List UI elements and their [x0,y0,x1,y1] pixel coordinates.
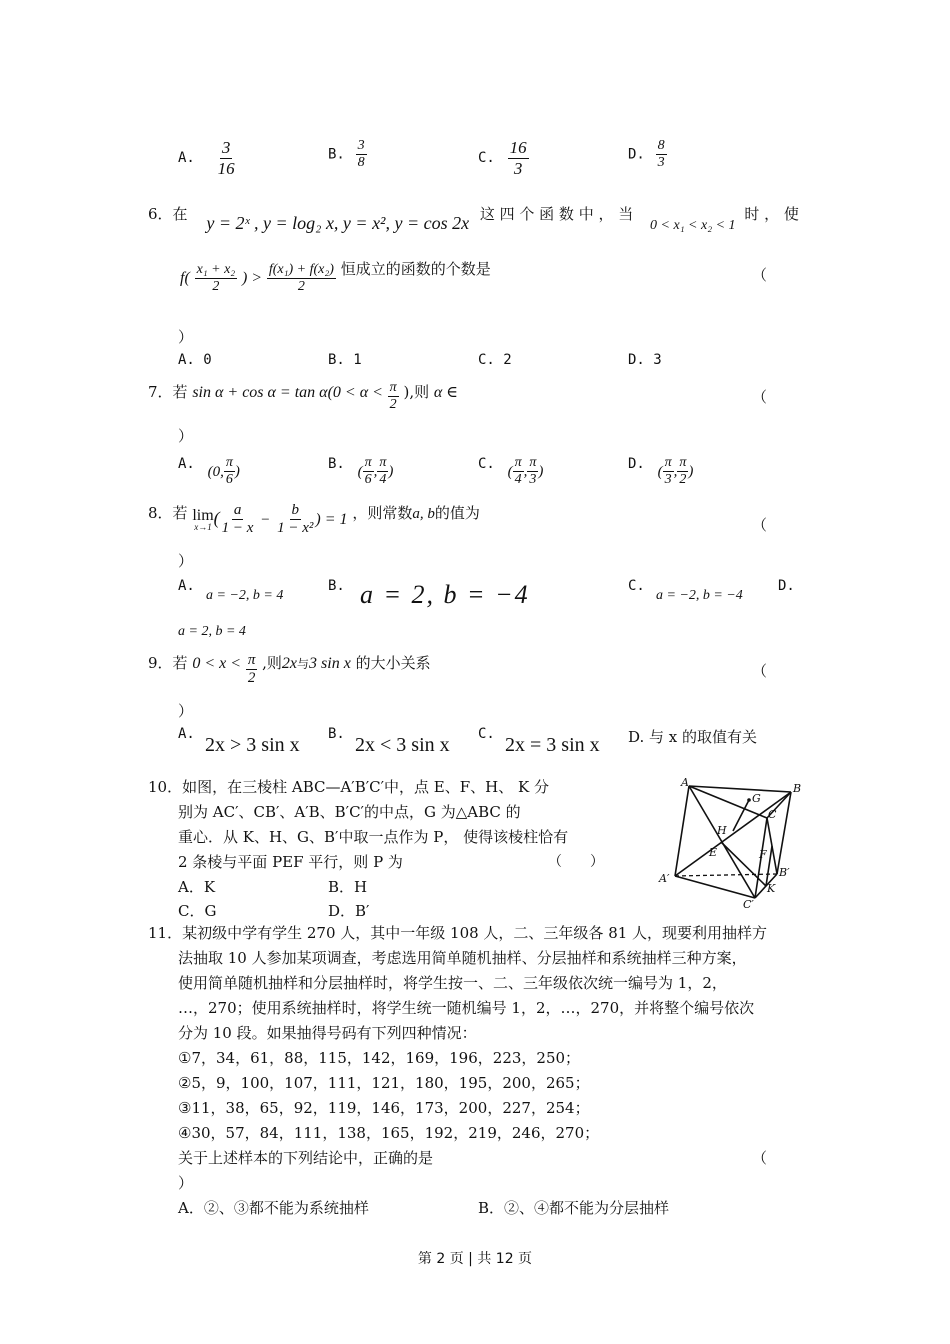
q8-value-of: 的值为 [434,503,480,522]
paren: (0, [207,463,224,480]
label-b: B [793,782,802,795]
q10-option-a: A．K [178,878,216,896]
paren: ) [688,463,694,480]
label-a1: A′ [659,872,670,885]
q8-paren-open: （ [752,516,768,534]
q11-line3: 使用简单随机抽样和分层抽样时，将学生按一、二、三年级依次统一编号为 1，2， [178,974,727,992]
edge-aa1 [675,786,689,876]
q9-option-a-label: A. [178,726,195,742]
denominator: 6 [225,472,233,488]
numerator: π [388,380,399,397]
q11-option-a: A．②、③都不能为系统抽样 [178,1199,369,1217]
q10-option-b: B．H [328,878,368,896]
comma: , [523,463,528,480]
numerator: π [527,455,538,472]
fraction [388,380,399,413]
q7-option-b [328,455,393,488]
edge-a1c1 [675,876,755,898]
denominator: 3 [513,158,523,178]
q9-relation: 的大小关系 [355,653,431,672]
numerator: 16 [509,138,527,157]
option-label: A. [178,455,195,472]
q7-in: α ∈ [433,383,459,401]
numerator: π [224,455,235,472]
denominator: 3 [657,155,665,171]
q6-paren-close: ） [178,328,194,346]
numerator: π [377,455,388,472]
comma: , [673,463,678,480]
denominator: 2 [679,472,687,488]
numerator: π [663,455,674,472]
q9-then: ,则 [262,653,282,672]
label-b1: B′ [779,866,790,879]
q5-option-a [178,138,237,178]
q6-paren-open: （ [752,266,768,284]
q9-number: 9．若 [148,653,188,672]
q6-f: f( [180,269,190,287]
q11-sample-1: ①7，34，61，88，115，142，169，196，223，250； [178,1049,581,1067]
q7-expression: sin α + cos α = tan α(0 < α < [192,383,383,401]
q7-paren-open: （ [752,388,768,406]
denominator: 16 [217,158,235,178]
denominator: 3 [529,472,537,488]
q7-number: 7．若 [148,382,188,401]
fraction [246,652,258,688]
fraction [267,262,336,295]
numerator: π [513,455,524,472]
label-f: F [759,848,767,861]
fraction [527,455,538,488]
numerator: π [677,455,688,472]
q7-then: ),则 [403,382,430,401]
q5-option-b [328,138,367,171]
paren: ( [357,463,363,480]
q9-option-b: 2x < 3 sin x [355,734,450,756]
q9-condition: 0 < x < [192,654,242,672]
q11-paren-open: （ [752,1149,768,1167]
q6-option-c: C. 2 [478,352,512,368]
denominator: 6 [364,472,372,488]
numerator: x₁ + x₂ [195,262,238,279]
denominator: 2 [212,279,220,295]
q11-line4: …，270；使用系统抽样时，将学生统一随机编号 1，2，…，270，并将整个编号依次 [178,999,755,1017]
q9-stem [148,652,431,688]
denominator: 8 [357,155,365,171]
q9-expr1: 2x [281,654,297,672]
paren: ( [657,463,663,480]
q11-line1: 11．某初级中学有学生 270 人，其中一年级 108 人，二、三年级各 81 人，现要利用抽样方 [148,924,768,942]
q8-then: ，则常数 [352,503,413,522]
option-label: C. [478,455,495,472]
q8-stem [148,502,480,538]
denominator: 4 [514,472,522,488]
q6-gt: ) > [241,269,263,287]
fraction [363,455,374,488]
paren: ) [234,463,240,480]
option-label: D. [628,146,645,163]
numerator: 8 [656,138,667,155]
numerator: a [232,502,244,520]
denominator: 4 [379,472,387,488]
q8-option-c: a = −2, b = −4 [656,588,743,603]
fraction [216,138,237,178]
fraction [275,502,315,538]
q7-paren-close: ） [178,427,194,445]
minus: − [260,511,271,528]
numerator: π [363,455,374,472]
comma: , [373,463,378,480]
q8-option-b-label: B. [328,578,345,594]
numerator: π [246,652,258,670]
q11-line5: 分为 10 段。如果抽得号码有下列四种情况： [178,1024,477,1042]
option-label: B. [328,455,345,472]
option-label: D. [628,455,645,472]
q9-paren-open: （ [752,662,768,680]
denominator: 2 [247,670,256,687]
label-h: H [717,824,727,837]
q8-option-a: a = −2, b = 4 [206,588,284,603]
q8-option-d-label: D. [778,578,795,594]
q8-ab: a, b [412,505,435,522]
lim-text: lim [192,507,214,525]
q7-option-a [178,455,240,488]
numerator: 3 [356,138,367,155]
paren: ( [507,463,513,480]
fraction [220,502,256,538]
q8-limit [192,507,213,532]
page-footer: 第 2 页 | 共 12 页 [417,1251,533,1267]
q6-stem-line1 [148,203,799,233]
fraction [356,138,367,171]
label-k: K [767,882,776,895]
edge-a1b1 [675,874,777,876]
open-paren: ( [213,507,220,528]
fraction [508,138,529,178]
paren: ) [538,463,544,480]
fraction [224,455,235,488]
denominator: 1 − x [221,520,254,537]
q9-paren-close: ） [178,702,194,720]
numerator: 3 [221,138,231,157]
close-eq: ) = 1 [315,510,348,528]
q9-expr2: 3 sin x [309,654,351,672]
fraction [513,455,524,488]
lim-subscript: x→1 [194,522,212,533]
q9-option-c-label: C. [478,726,495,742]
q7-option-d [628,455,693,488]
option-label: A. [178,150,195,167]
q11-sample-4: ④30，57，84，111，138，165，192，219，246，270； [178,1124,600,1142]
fraction [677,455,688,488]
q5-option-d [628,138,667,171]
q10-option-d: D．B′ [328,902,370,920]
label-g: G [752,792,761,805]
q10-line3: 重心．从 K、H、G、B′中取一点作为 P， 使得该棱柱恰有 [178,828,569,846]
q6-option-a: A. 0 [178,352,212,368]
q8-paren-close: ） [178,552,194,570]
q6-option-b: B. 1 [328,352,362,368]
label-c: C [768,808,777,821]
fraction [663,455,674,488]
q6-functions: y = 2ˣ , y = log₂ x, y = x², y = cos 2x [206,213,470,233]
option-label: C. [478,150,495,167]
q11-sample-2: ②5，9，100，107，111，121，180，195，200，265； [178,1074,590,1092]
q10-line2: 别为 AC′、CB′、A′B、B′C′的中点，G 为△ABC 的 [178,803,521,821]
q8-option-c-label: C. [628,578,645,594]
q11-line2: 法抽取 10 人参加某项调查，考虑选用简单随机抽样、分层抽样和系统抽样三种方案， [178,949,747,967]
q11-sample-3: ③11，38，65，92，119，146，173，200，227，254； [178,1099,590,1117]
q6-end-text: 时 ， 使 [744,205,799,223]
option-label: B. [328,146,345,163]
label-e: E [709,846,718,859]
label-c1: C′ [743,898,754,908]
q8-option-d: a = 2, b = 4 [178,624,246,639]
denominator: 2 [389,397,397,413]
q11-line6: 关于上述样本的下列结论中，正确的是 [178,1149,434,1167]
prism-figure [655,778,815,908]
denominator: 3 [664,472,672,488]
q6-stem-line2 [180,259,491,295]
fraction [656,138,667,171]
q8-number: 8．若 [148,503,188,522]
q6-stem-tail: 恒成立的函数的个数是 [340,259,491,278]
denominator: 1 − x² [277,520,314,537]
denominator: 2 [297,279,305,295]
label-a: A [681,778,689,789]
fraction [195,262,238,295]
numerator: b [290,502,302,520]
numerator: f(x₁) + f(x₂) [267,262,336,279]
q8-option-b: a = 2, b = −4 [360,580,530,609]
q10-line1: 10．如图，在三棱柱 ABC—A′B′C′中，点 E、F、H、 K 分 [148,778,549,796]
q10-option-c: C．G [178,902,217,920]
q10-paren: （ ） [548,854,604,870]
q9-option-a: 2x > 3 sin x [205,734,300,756]
q9-option-d: D. 与 x 的取值有关 [628,728,758,746]
q7-stem [148,380,458,413]
q10-line4: 2 条棱与平面 PEF 平行，则 P 为 [178,853,403,871]
q6-number: 6．在 [148,205,188,223]
edge-ab [689,786,791,792]
q11-paren-close: ） [178,1174,194,1192]
q6-condition: 0 < x₁ < x₂ < 1 [650,218,736,233]
point-g [747,798,751,802]
q11-option-b: B．②、④都不能为分层抽样 [478,1199,670,1217]
fraction [377,455,388,488]
q9-option-c: 2x = 3 sin x [505,734,600,756]
q5-option-c [478,138,529,178]
q6-mid-text: 这 四 个 函 数 中 ， 当 [479,205,634,223]
q6-option-d: D. 3 [628,352,662,368]
q9-and: 与 [297,656,310,671]
q7-option-c [478,455,543,488]
paren: ) [388,463,394,480]
q8-option-a-label: A. [178,578,195,594]
q9-option-b-label: B. [328,726,345,742]
